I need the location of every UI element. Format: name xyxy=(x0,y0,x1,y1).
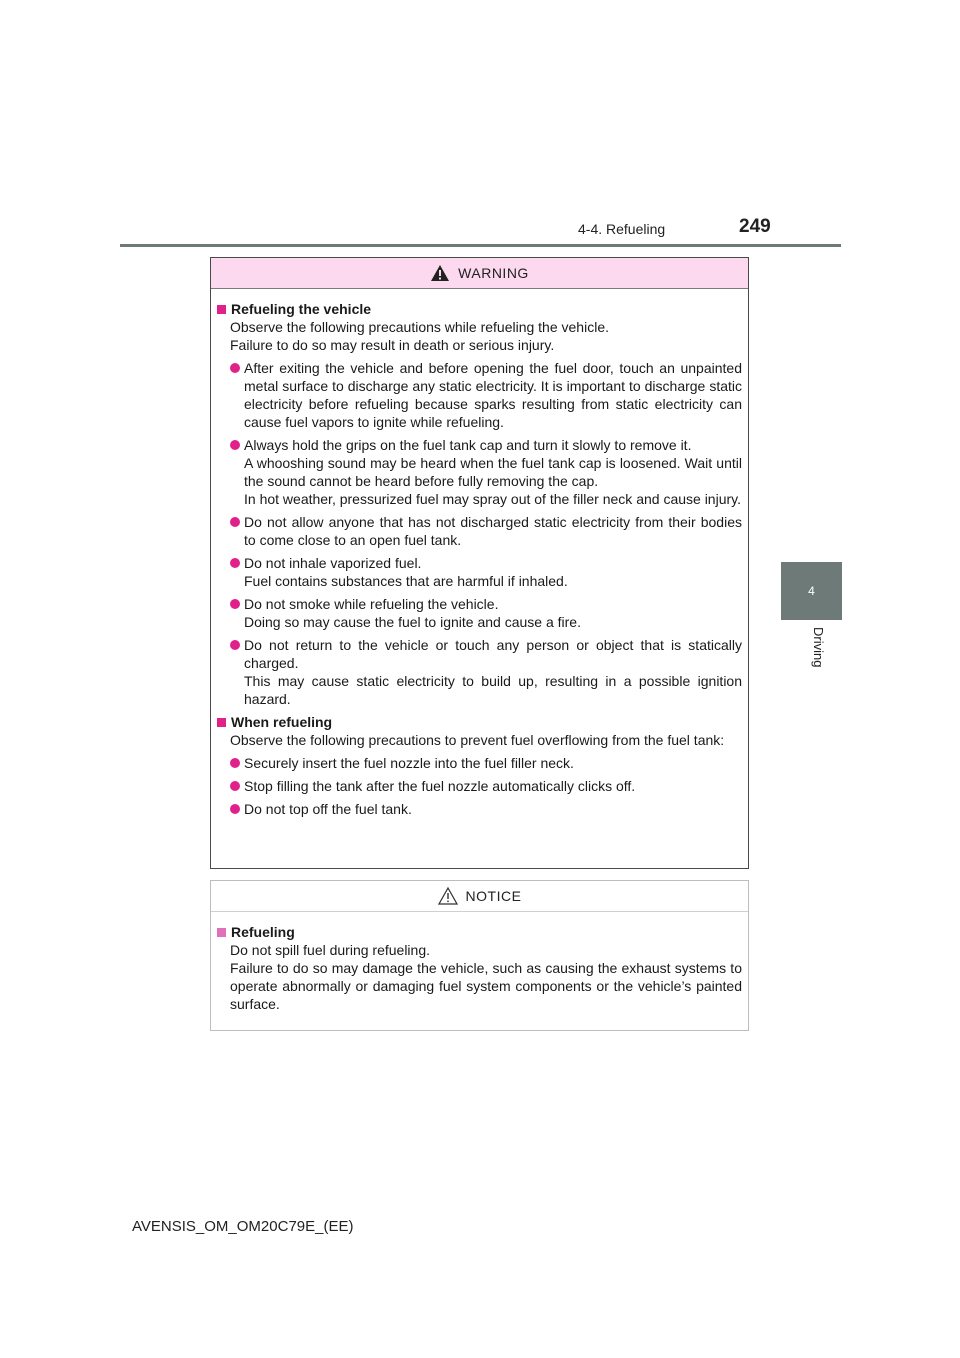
chapter-tab-label: Driving xyxy=(811,627,826,668)
page-number: 249 xyxy=(739,216,771,237)
notice-text: Do not spill fuel during refueling. Failure to do so may damage the vehicle, such as causing the exhaust systems to operate abnormally or damaging fuel system components or the vehicle’s painted surface. xyxy=(230,942,742,1012)
bullet-dot-icon xyxy=(230,758,240,768)
bullet-dot-icon xyxy=(230,517,240,527)
warning-heading: WARNING xyxy=(458,265,529,281)
bullet-dot-icon xyxy=(230,781,240,791)
notice-heading: NOTICE xyxy=(465,888,522,904)
bullet-dot-icon xyxy=(230,558,240,568)
list-item: Stop filling the tank after the fuel nozzle automatically clicks off. xyxy=(230,777,742,795)
warning-triangle-icon xyxy=(430,264,450,282)
list-item: Do not smoke while refueling the vehicle. Doing so may cause the fuel to ignite and cause a fire. xyxy=(230,595,742,631)
notice-body xyxy=(211,912,748,1013)
warning-section-intro: Observe the following precautions to prevent fuel overflowing from the fuel tank: xyxy=(230,732,725,748)
notice-box xyxy=(210,880,749,1031)
square-bullet-icon xyxy=(217,718,226,727)
notice-header xyxy=(211,881,748,912)
chapter-tab-number: 4 xyxy=(808,584,815,598)
warning-body xyxy=(211,289,748,818)
bullet-dot-icon xyxy=(230,363,240,373)
warning-section-title: When refueling xyxy=(217,713,742,731)
list-item: Do not top off the fuel tank. xyxy=(230,800,742,818)
warning-header xyxy=(211,258,748,289)
list-item: Do not allow anyone that has not discharged static electricity from their bodies to come close to an open fuel tank. xyxy=(230,513,742,549)
bullet-dot-icon xyxy=(230,599,240,609)
notice-triangle-icon xyxy=(438,887,458,905)
notice-section-title: Refueling xyxy=(217,923,742,941)
header-divider xyxy=(120,244,841,247)
list-item: Always hold the grips on the fuel tank cap and turn it slowly to remove it. A whooshing sound may be heard when the fuel tank cap is loosened. Wait until the sound cannot be heard before fully removing the cap. In hot weather, pressurized fuel may spray out of the filler neck and cause injury. xyxy=(230,436,742,508)
list-item: Do not inhale vaporized fuel. Fuel contains substances that are harmful if inhaled. xyxy=(230,554,742,590)
bullet-dot-icon xyxy=(230,804,240,814)
bullet-dot-icon xyxy=(230,640,240,650)
section-title: 4-4. Refueling xyxy=(578,221,666,237)
chapter-tab[interactable] xyxy=(781,562,842,620)
square-bullet-icon xyxy=(217,305,226,314)
square-bullet-icon xyxy=(217,928,226,937)
list-item: After exiting the vehicle and before opening the fuel door, touch an unpainted metal surface to discharge any static electricity. It is important to discharge static electricity before refueling because sparks resulting from static electricity can cause fuel vapors to ignite while refueling. xyxy=(230,359,742,431)
warning-box xyxy=(210,257,749,869)
document-id: AVENSIS_OM_OM20C79E_(EE) xyxy=(132,1218,354,1235)
warning-section-title: Refueling the vehicle xyxy=(217,300,742,318)
list-item: Do not return to the vehicle or touch any person or object that is statically charged. This may cause static electricity to build up, resulting in a possible ignition hazard. xyxy=(230,636,742,708)
warning-section-intro: Observe the following precautions while refueling the vehicle. Failure to do so may result in death or serious injury. xyxy=(230,319,609,353)
bullet-dot-icon xyxy=(230,440,240,450)
list-item: Securely insert the fuel nozzle into the fuel filler neck. xyxy=(230,754,742,772)
